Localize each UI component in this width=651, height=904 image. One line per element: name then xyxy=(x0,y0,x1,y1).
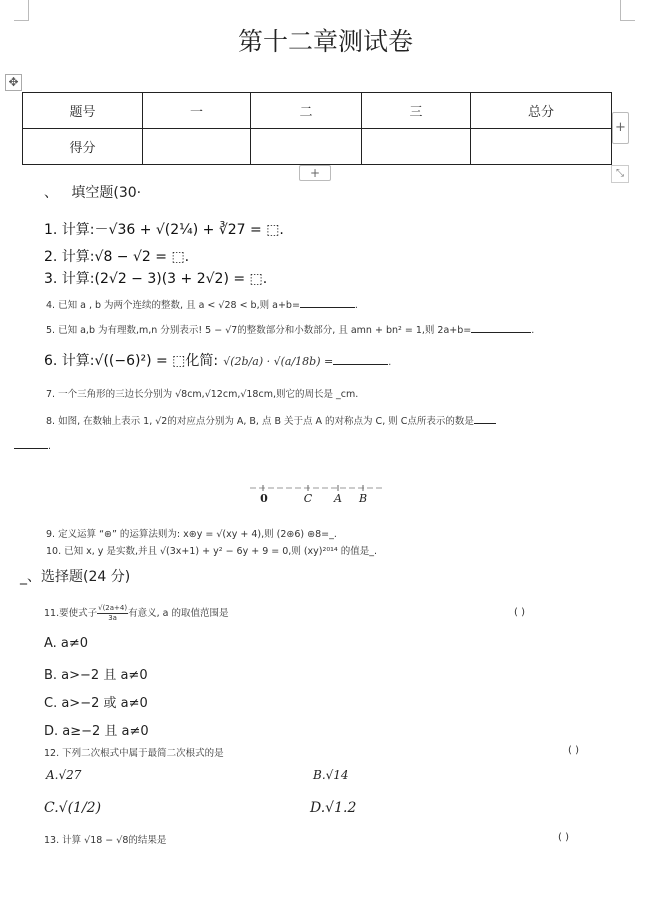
q12-option-d[interactable]: D.√1.2 xyxy=(310,800,357,816)
header-cell-2: 二 xyxy=(251,93,362,129)
q12-answer-paren[interactable]: ( ) xyxy=(568,745,579,756)
label-b: B xyxy=(358,492,368,504)
q11-option-b[interactable]: B. a>−2 且 a≠0 xyxy=(44,668,148,683)
answer-blank[interactable] xyxy=(14,448,48,449)
q12-option-b[interactable]: B.√14 xyxy=(313,768,349,782)
score-label-cell: 得分 xyxy=(23,129,143,165)
q11-answer-paren[interactable]: ( ) xyxy=(514,607,525,618)
question-9: 9. 定义运算 “⊛” 的运算法则为: x⊛y = √(xy + 4),则 (2⊛6) ⊛8=_. xyxy=(46,529,337,540)
page-title: 第十二章测试卷 xyxy=(237,27,413,56)
score-cell[interactable] xyxy=(471,129,612,165)
header-cell-1: 一 xyxy=(143,93,251,129)
q12-option-c[interactable]: C.√(1/2) xyxy=(44,800,102,816)
add-column-button[interactable]: + xyxy=(612,112,629,144)
section1-heading: 、 填空题(30· xyxy=(44,185,142,201)
q11-fraction: $\frac{√(2a+4)}{3a}$ xyxy=(98,604,128,622)
question-8: 8. 如图, 在数轴上表示 1, √2的对应点分别为 A, B, 点 B 关于点 A 的对称点为 C, 则 C点所表示的数是 xyxy=(46,413,496,427)
question-5: 5. 已知 a,b 为有理数,m,n 分别表示! 5 − √7的整数部分和小数部分, 且 amn + bn² = 1,则 2a+b= . xyxy=(46,325,535,336)
header-cell-total: 总分 xyxy=(471,93,612,129)
q11-option-c[interactable]: C. a>−2 或 a≠0 xyxy=(44,696,148,711)
question-3: 3. 计算:(2√2 − 3)(3 + 2√2) = ⬚. xyxy=(44,271,268,287)
table-row xyxy=(23,129,612,165)
question-7: 7. 一个三角形的三边长分别为 √8cm,√12cm,√18cm,则它的周长是 _cm. xyxy=(46,389,359,400)
q12-option-a[interactable]: A.√27 xyxy=(46,768,82,782)
score-cell[interactable] xyxy=(251,129,362,165)
number-line-figure xyxy=(248,482,388,504)
table-row xyxy=(23,93,612,129)
table-move-handle-icon[interactable]: ✥ xyxy=(5,74,22,91)
question-13: 13. 计算 √18 − √8的结果是 xyxy=(44,835,167,846)
header-label-cell: 题号 xyxy=(23,93,143,129)
table-resize-handle-icon[interactable]: ⤡ xyxy=(611,165,629,183)
page-corner-mark-right xyxy=(620,0,635,21)
question-10: 10. 已知 x, y 是实数,并且 √(3x+1) + y² − 6y + 9 = 0,则 (xy)²⁰¹⁴ 的值是_. xyxy=(46,546,378,557)
answer-blank[interactable] xyxy=(300,307,355,308)
add-row-button[interactable]: + xyxy=(299,165,331,181)
header-cell-3: 三 xyxy=(362,93,471,129)
score-table xyxy=(22,92,612,165)
page-corner-mark-left xyxy=(14,0,29,21)
q13-answer-paren[interactable]: ( ) xyxy=(558,832,569,843)
question-12: 12. 下列二次根式中属于最简二次根式的是 xyxy=(44,748,224,759)
label-c: C xyxy=(303,492,313,504)
answer-blank[interactable] xyxy=(333,364,388,365)
question-6: 6. 计算:√((−6)²) = ⬚化简: √(2b/a) · √(a/18b) = . xyxy=(44,353,392,369)
score-cell[interactable] xyxy=(143,129,251,165)
question-8-continued: . xyxy=(14,441,51,452)
label-0: 0 xyxy=(260,492,268,504)
question-4: 4. 已知 a , b 为两个连续的整数, 且 a < √28 < b,则 a+b= . xyxy=(46,300,358,311)
label-a: A xyxy=(334,492,342,504)
question-11: 11.要使式子 $\frac{√(2a+4)}{3a}$ 有意义, a 的取值范围是 xyxy=(44,604,229,622)
score-cell[interactable] xyxy=(362,129,471,165)
answer-blank[interactable] xyxy=(474,423,496,424)
question-2: 2. 计算:√8 − √2 = ⬚. xyxy=(44,249,190,265)
question-1: 1. 计算:－√36 + √(2¼) + ∛27 = ⬚. xyxy=(44,222,284,238)
section2-heading: _、选择题(24 分) xyxy=(20,569,131,585)
q11-option-d[interactable]: D. a≥−2 且 a≠0 xyxy=(44,724,149,739)
answer-blank[interactable] xyxy=(471,332,531,333)
q11-option-a[interactable]: A. a≠0 xyxy=(44,636,89,651)
